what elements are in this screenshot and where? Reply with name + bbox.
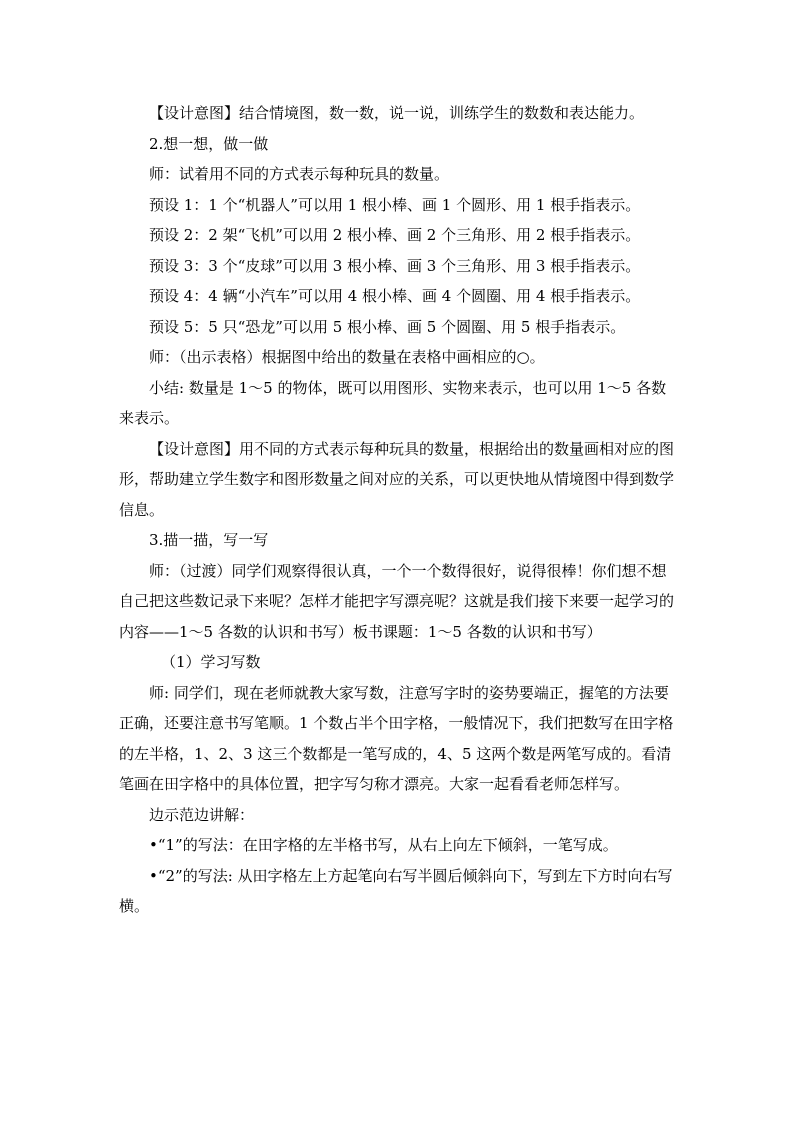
- preset-3: 预设 3：3 个“皮球”可以用 3 根小棒、画 3 个三角形、用 3 根手指表示。: [149, 256, 641, 275]
- preset-5: 预设 5：5 只“恐龙”可以用 5 根小棒、画 5 个圆圈、用 5 根手指表示。: [149, 317, 626, 336]
- design-intent-paragraph-1: 【设计意图】结合情境图，数一数，说一说，训练学生的数数和表达能力。: [149, 104, 645, 122]
- teacher-writing-paragraph: 师: 同学们，现在老师就教大家写数，注意写字时的姿势要端正，握笔的方法要正确，还要注意书写笔顺。1 个数占半个田字格，一般情况下，我们把数写在田字格的左半格，1、2、3 这三个数都是一笔写成的，4、5 这两个数是两笔写成的。看清笔画在田字格中的具体位置，把字写匀称才漂亮。大家一起看看老师怎样写。: [119, 683, 674, 793]
- preset-4: 预设 4：4 辆“小汽车”可以用 4 根小棒、画 4 个圆圈、用 4 根手指表示。: [149, 287, 641, 305]
- teacher-line-1: 师：试着用不同的方式表示每种玩具的数量。: [149, 165, 450, 183]
- teacher-line-2: 师：（出示表格）根据图中给出的数量在表格中画相应的○。: [149, 348, 545, 366]
- design-intent-paragraph-2: 【设计意图】用不同的方式表示每种玩具的数量，根据给出的数量画相对应的图形，帮助建立学生数字和图形数量之间对应的关系，可以更快地从情境图中得到数学信息。: [119, 439, 675, 519]
- summary-paragraph: 小结: 数量是 1～5 的物体，既可以用图形、实物来表示，也可以用 1～5 各数来表示。: [119, 378, 667, 427]
- section-heading-3: 3.描一描，写一写: [149, 531, 269, 549]
- document-page: [119, 98, 679, 922]
- teacher-transition-paragraph: 师：（过渡）同学们观察得很认真，一个一个数得很好，说得很棒！你们想不想自己把这些数记录下来呢？怎样才能把字写漂亮呢？这就是我们接下来要一起学习的内容——1～5 各数的认识和书写）板书课题：1～5 各数的认识和书写）: [119, 561, 675, 641]
- subsection-heading-1: （1）学习写数: [161, 653, 261, 671]
- preset-2: 预设 2：2 架“飞机”可以用 2 根小棒、画 2 个三角形、用 2 根手指表示。: [149, 226, 641, 244]
- bullet-writing-1: •“1”的写法：在田字格的左半格书写，从右上向左下倾斜，一笔写成。: [149, 836, 618, 854]
- demo-explain-line: 边示范边讲解：: [149, 805, 255, 824]
- bullet-writing-2: •“2”的写法: 从田字格左上方起笔向右写半圆后倾斜向下，写到左下方时向右写横。: [119, 866, 673, 915]
- preset-1: 预设 1：1 个“机器人”可以用 1 根小棒、画 1 个圆形、用 1 根手指表示。: [149, 195, 641, 214]
- section-heading-2: 2.想一想，做一做: [149, 134, 269, 153]
